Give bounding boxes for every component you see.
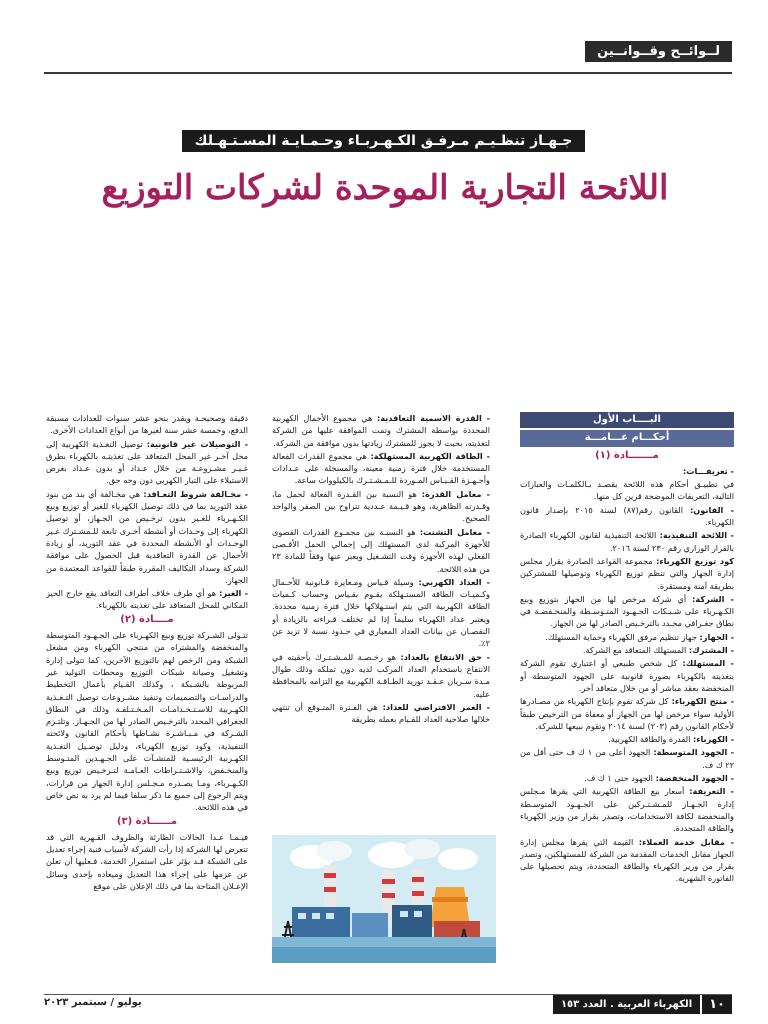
definition: كود توزيع الكهرباء: مجموعة القواعد الصادرة بقرار مجلس إدارة الجهاز والتي تنظم توزيع الكهرباء وتوصيلها للمشتركين بطريقة آمنة ومستقرة. bbox=[520, 555, 734, 591]
definition: - مخـالفة شروط التعـاقد: هي مخـالفة أي بند من بنود عقد التوريد بما في ذلك توصيل الكهرباء للغير أو توزيع وبيع الكـهـرباء للغـير بدون ترخـيص من الجـهاز، أو توصيل الكهرباء إلى وحـدات أو أنشطة أخـرى تابعة للـمشـترك غـير الوحـدات أو الأنشطة المحددة في عقد التوريد، أو زيادة الأحمال عن القدرة التعاقدية قبل الحصول على موافقة الشركة وسداد التكاليف المقررة طبقاً للقواعد المعتمدة من الجهاز. bbox=[46, 488, 248, 585]
definition: - معامل التشتت: هو النسبـة بين مجمـوع القدرات القصوى للأجهزة المركبة لدى المستهلك إلى إجمالي الحمل الأقـصى الفعلي لهذه الأجهزة وقت التشـغيل ويعبر عنها وفقاً للمادة ٢٣ من هذه اللائحة. bbox=[272, 526, 490, 574]
column-left bbox=[46, 412, 248, 977]
definition: - العداد الكهربي: وسيلة قـياس ومـعايرة قـانونية للأحـمال وكـميـات الطاقة المستـهلكة يقـوم بقـياس وحساب كـميات الطاقة الكهربية التي يتم استـهلاكها خلال فترة زمنية محددة. ويعتبر عداد الكهرباء سليماً إذا لم تختلف قـراءته بالزيادة أو النقصـان عن بيانات العداد المعياري في حـدود نسبة لا تزيد عن ٢٪. bbox=[272, 576, 490, 649]
top-divider bbox=[44, 72, 732, 74]
definition: - القدرة الاسمية التعاقدية: هي مجموع الأحمال الكهربية المحددة بواسطة المشترك وتمت الموافقة عليها من الشركة لتغذيته، بحيث لا يجوز للمشترك زيادتها بدون موافقة من الشركة. bbox=[272, 413, 490, 448]
definition: - التوصيلات غير قانونية: توصيل التغـذية الكهربية إلى محل آخـر غير المحل المتعاقد على تغذيتـه بالكهرباء بطرق غـيـر مشـروعـة من خلال عـداد أو بدون عـداد بغرض الاستيلاء على التيار الكهربي دون وجه حق. bbox=[46, 438, 248, 486]
definition: - القانون: القانون رقم(٨٧) لسنة ٢٠١٥ بإصدار قانون الكهرباء. bbox=[520, 504, 734, 528]
definition: - الجهاز: جهاز تنظيم مرفق الكهرباء وحماية المستهلك. bbox=[545, 631, 734, 642]
magazine-name: الكهرباء العربية . العدد ١٥٣ bbox=[553, 995, 700, 1014]
definition: - العمر الافتراضي للعداد: هي الفـترة المتـوقع أن تنتهي خلالها صلاحية العداد للقـيام بعمله بطريقة bbox=[272, 701, 490, 725]
kicker-banner: جـهـاز تنظـيـم مـرفـق الكـهـربـاء وحـمـايـة المسـتـهـلك bbox=[182, 130, 585, 152]
definition: - المشترك: المستهلك المتعاقد مع الشركة. bbox=[582, 645, 734, 656]
paragraph: دقيقة وصحيحـة ويقدر بنحو عشر سنوات للعدادات مسبقة الدفع، وخمسة عشر سنة لغيرها من أنواع العدادات الأخرى. bbox=[46, 413, 248, 436]
definition: - حق الانتفاع بالعداد: هو رخـصـة للمـشـتـرك بأحقيته في الانتفاع باستخدام العداد المركب لديه دون تملكه وذلك طوال مـدة سـريان عـقـد توريد الطـاقـة الكهربية مع التزامه بالمحافظة عليه. bbox=[272, 651, 490, 699]
paragraph: فيـمـا عـدا الحالات الطارئة والظروف القـهرية التي قد تتعرض لها الشركة إذا رأت الشركة لأسباب فنية إجراء تعديل على الشبكة قـد يؤثر على استمرار الخدمة، فـعليها أن تعلن عن عزمها على إجراء هذا التعديل وميعاده بإحدى وسائل الإعـلان المتاحة بما في ذلك الإعلان على موقع bbox=[46, 831, 248, 891]
chapter-heading: البــــاب الأول bbox=[520, 412, 734, 428]
definition: - الجهود المنخفضة: الجهود حتى ١ ك ف. bbox=[584, 773, 734, 784]
definition: - الكهرباء: القدرة والطاقة الكهربية. bbox=[608, 734, 734, 745]
chapter-subheading: أحكـــام عـــامـــة bbox=[520, 430, 734, 446]
page-number: ١٠ bbox=[702, 995, 732, 1014]
page-title: اللائحة التجارية الموحدة لشركات التوزيع bbox=[101, 168, 669, 208]
column-middle bbox=[272, 412, 490, 827]
paragraph: في تطبيـق أحكام هذه اللائحة يقصـد بـالكلمـات والعبارات التالية، التعريفات الموضحة قرين كل منها. bbox=[520, 479, 734, 502]
definition: - الشركة: أي شركة مرخص لها من الجهاز بتوزيع وبيع الكـهـرباء على شـبـكات الجـهـود المتـوسـطة والمنخـفضـة في نطاق جغـرافي محـدد بالترخـيص الصادر لها من الجهاز. bbox=[520, 593, 734, 629]
article-heading: مــــادة (٢) bbox=[120, 613, 174, 625]
definition: - معامل القدرة: هو النسبة بين القـدرة الفعالة لحمل ما، وقـدرته الظاهرية، وهو قـيـمة عـددية تتراوح بين الصفر والواحد الصحيح. bbox=[272, 488, 490, 524]
power-plant-illustration bbox=[272, 835, 496, 963]
definition: - اللائحة التنفيذية: اللائحة التنفيذية لقانون الكهرباء الصادرة بالقرار الوزاري رقم ٢٣٠ لسنة ٢٠١٦. bbox=[520, 530, 734, 553]
power-plant-icon bbox=[272, 835, 496, 963]
footer-brand bbox=[553, 995, 732, 1014]
article-heading: مــــــادة (٣) bbox=[116, 815, 178, 827]
definition: - الغير: هو أي طرف خلاف أطراف التعاقد يقع خارج الحيز المكاني للمحل المتعاقد على تغذيته بالكهرباء. bbox=[46, 588, 248, 611]
definitions-title: - تعريفـــات: bbox=[683, 465, 734, 476]
article-heading: مـــــــادة (١) bbox=[595, 449, 659, 461]
column-right bbox=[520, 412, 734, 962]
definition: - التعريفة: أسعار بيع الطاقة الكهربية التي يقرها مـجلس إدارة الجـهـاز للمـشـتـركين على الجـهـود المتوسـطة والمنخفضة لكافة الاستخدامات، وتصدر بقرار من وزير الكهرباء والطاقة المتجددة. bbox=[520, 786, 734, 834]
paragraph: تتـولى الشـركة توزيع وبيع الكهـرباء على الجـهـود المتوسطة والمنخفضة والمشتراه من منتجي الكهرباء ومن مشغل الشبكة ومن الرخص لهم بالتوزيع الآخرين، كما تتولى إدارة وتشغيل وصيانة شبكات التوزيع ومحطات التوليد غير المربوطة بالشـبكة ، وكذلك القـيام بأعمال التخطيط والدراسـات والتصميمات وتنفيذ مشـروعات توصيل التـغـذية الكهـربية للاسـتـخـدامـات المـخـتـلفـة وذلك في النطاق الجغرافي المحدد بالترخـيص الصادر لها من الجـهـاز. وتلتـزم الشـركة في مـبـاشـرة نشـاطها بأحكام القانون ولائحته التنفيذية، وكود توزيع الكهرباء، ودليل توصـيل التغـذية الكهـربية الرئيسـية للمنشـآت على الجـهـدين المتـوسط والمنخـفض، والاشـتـراطات العـامـة لتـرخـيص توزيع وبيع الكـهـرباء، ومـا يصـدره مـجـلس إدارة الجهاز من قرارات، ويتم الرجوع إلى جميع ما ذكر سلفا فيما لم يرد به نص خاص في هذه اللائحة. bbox=[46, 630, 248, 813]
definition: - الطاقة الكهربية المستهلكة: هي مجموع القدرات الفعالة المستخدمة خلال فترة زمنية معينة، والمسجلة على عـدادات وأجـهـزة القـيـاس المـوردة للـمـشـتـرك بالكيلووات ساعة. bbox=[272, 450, 490, 486]
issue-date: يوليو / سبتمبر ٢٠٢٣ bbox=[44, 997, 142, 1008]
definition: - منتج الكهرباء: كل شركة تقوم بإنتاج الكهرباء من مصـادرها الأولية سواء مرخص لها من الجهاز أو معفاة من الترخيص طبقاً لأحكام القانون رقم (٢٠٣) لسنة ٢٠١٤ وتقوم ببيعها للشركة. bbox=[520, 696, 734, 731]
definition: - مقابل خدمة العملاء: القيمة التي يقرها مجلس إدارة الجهاز مقابل الخدمات المقدمة من الشركة للمستهلكين، وتصدر بقرار من وزير الكهرباء والطاقة المتجددة، ويتم تحصيلها على الفاتورة الشهرية. bbox=[520, 836, 734, 884]
section-tag: لــوائــح وقــوانــين bbox=[585, 41, 732, 62]
definition: - المستهلك: كل شخص طبيعي أو اعتباري تقوم الشركة بتغذيته بالكهرباء بصورة قانونية على الجهود المتوسطة أو المنخفضة بعقد مباشر أو من خلال متعاقد آخر. bbox=[520, 658, 734, 693]
definition: - الجهود المتوسطة: الجهود أعلى من ١ ك ف حتى أقل من ٢٢ ك ف. bbox=[520, 747, 734, 770]
